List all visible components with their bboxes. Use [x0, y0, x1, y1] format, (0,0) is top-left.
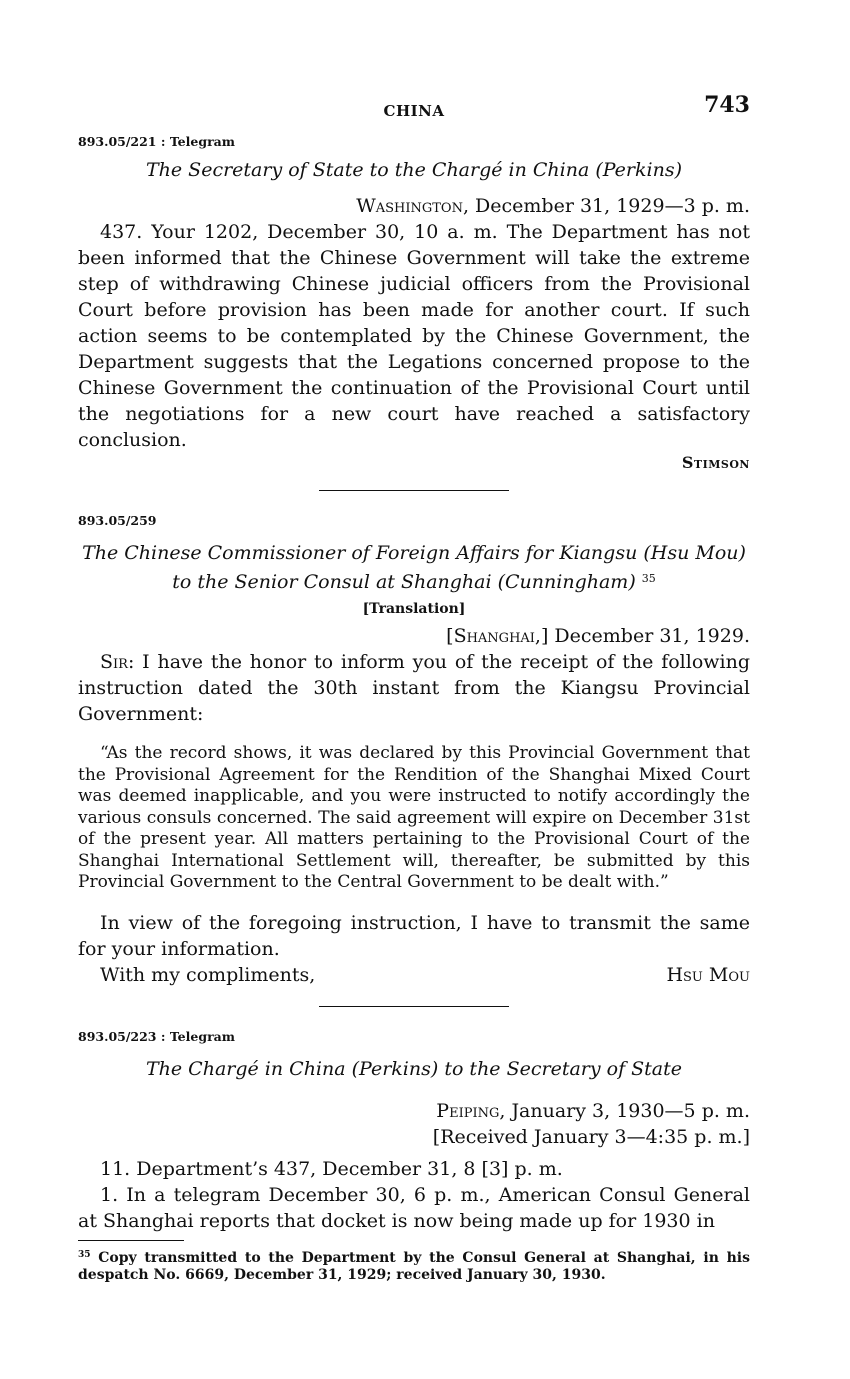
- translation-note: [Translation]: [362, 601, 466, 617]
- doc2-place: [Shanghai,]: [446, 625, 549, 647]
- doc2-file-number: 893.05/259: [78, 513, 157, 528]
- doc1-body: 437. Your 1202, December 30, 10 a. m. The Department has not been informed that the Chinese Government will take the extreme step of withdrawing Chinese judicial officers from the Provisional Court before provision has been made for another court. If such action seems to be contemplated by the Chinese Government, the Department suggests that the Legations concerned propose to the Chinese Government the continuation of the Provisional Court until the negotiations for a new court have reached a satisfactory conclusion.: [78, 221, 750, 451]
- doc1-section: [78, 134, 750, 472]
- section-divider: [319, 490, 509, 491]
- doc3-dateline: [78, 1098, 750, 1124]
- doc1-signature: Stimson: [681, 453, 750, 472]
- doc3-heading: The Chargé in China (Perkins) to the Secretary of State: [145, 1057, 683, 1080]
- doc1-file-number: 893.05/221 : Telegram: [78, 134, 235, 149]
- doc1-heading: The Secretary of State to the Chargé in China (Perkins): [145, 159, 683, 181]
- doc1-place: Washington: [356, 195, 463, 217]
- doc2-section: [78, 513, 750, 988]
- doc3-date: , January 3, 1930—5 p. m.: [499, 1099, 750, 1122]
- doc2-heading-line2-wrap: [78, 566, 750, 595]
- footnote-marker: 35: [78, 1249, 91, 1260]
- running-head: [78, 92, 750, 124]
- doc2-intro: [78, 649, 750, 727]
- doc2-compliments-line: [78, 962, 750, 988]
- doc3-place: Peiping: [436, 1099, 500, 1122]
- doc3-para1: 11. Department’s 437, December 31, 8 [3] p. m.: [100, 1157, 563, 1180]
- doc2-salutation: Sir: [100, 651, 128, 673]
- doc1-dateline: [78, 193, 750, 219]
- doc2-heading: [78, 540, 750, 595]
- doc2-quote: “As the record shows, it was declared by this Provincial Government that the Provisional Agreement for the Rendition of the Shanghai Mixed Court was deemed inapplicable, and you were instructed to notify accordingly the various consuls concerned. The said agreement will expire on December 31st of the present year. All matters pertaining to the Provisional Court of the Shanghai International Settlement will, thereafter, be submitted by this Provincial Government to the Central Government to be dealt with.”: [78, 743, 750, 892]
- doc2-compliments: With my compliments,: [100, 963, 316, 986]
- doc3-para2: 1. In a telegram December 30, 6 p. m., American Consul General at Shanghai reports that docket is now being made up for 1930 in: [78, 1183, 750, 1232]
- footnote: [78, 1247, 750, 1284]
- doc2-date: December 31, 1929.: [548, 625, 750, 647]
- doc2-closing-para: In view of the foregoing instruction, I have to transmit the same for your information.: [78, 911, 750, 960]
- footnote-text: Copy transmitted to the Department by the Consul General at Shanghai, in his despatch No. 6669, December 31, 1929; received January 30, 1930.: [78, 1249, 750, 1283]
- doc2-heading-line2: to the Senior Consul at Shanghai (Cunningham): [172, 571, 636, 593]
- doc2-heading-line1: The Chinese Commissioner of Foreign Affairs for Kiangsu (Hsu Mou): [82, 542, 746, 564]
- doc3-file-number: 893.05/223 : Telegram: [78, 1028, 235, 1044]
- doc2-intro-text: : I have the honor to inform you of the receipt of the following instruction dated the 30th instant from the Kiangsu Provincial Government:: [78, 651, 750, 725]
- running-head-title: CHINA: [383, 102, 445, 120]
- doc2-dateline: [78, 623, 750, 649]
- doc1-date: , December 31, 1929—3 p. m.: [462, 195, 750, 217]
- doc2-signature: Hsu Mou: [666, 963, 750, 986]
- doc3-section: [78, 1029, 750, 1234]
- page-number: 743: [704, 92, 750, 118]
- doc2-footnote-ref: 35: [641, 572, 656, 585]
- footnote-rule: [78, 1240, 184, 1241]
- doc3-received: [Received January 3—4:35 p. m.]: [432, 1125, 750, 1148]
- document-page: [78, 92, 750, 1284]
- section-divider: [319, 1006, 509, 1007]
